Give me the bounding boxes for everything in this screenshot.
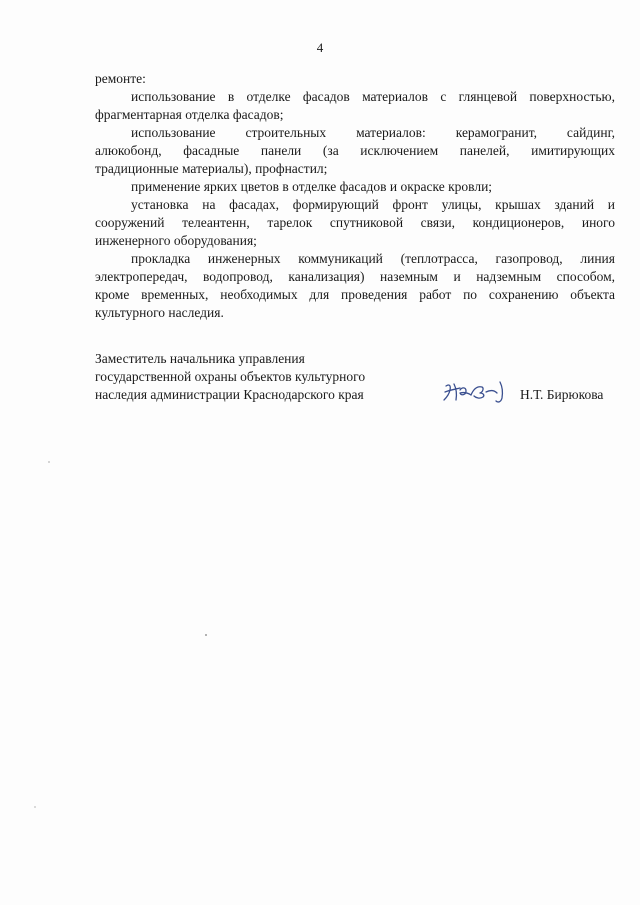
scan-speck xyxy=(34,806,36,808)
position-line: наследия администрации Краснодарского края xyxy=(95,387,364,402)
body-line: прокладка инженерных коммуникаций (теплотрасса, газопровод, линия xyxy=(131,251,615,266)
signer-name: Н.Т. Бирюкова xyxy=(520,387,604,402)
body-line: установка на фасадах, формирующий фронт улицы, крышах зданий и xyxy=(131,197,615,212)
scan-speck xyxy=(48,461,50,463)
body-line: ремонте: xyxy=(95,71,146,86)
body-line: алюкобонд, фасадные панели (за исключением панелей, имитирующих xyxy=(95,143,615,158)
body-line: культурного наследия. xyxy=(95,305,224,320)
body-line: использование строительных материалов: керамогранит, сайдинг, xyxy=(131,125,615,140)
position-line: государственной охраны объектов культурного xyxy=(95,369,366,384)
handwritten-signature xyxy=(440,376,512,406)
body-line: фрагментарная отделка фасадов; xyxy=(95,107,284,122)
scan-speck xyxy=(205,634,207,636)
signatory-position xyxy=(95,350,395,404)
body-line: применение ярких цветов в отделке фасадов и окраске кровли; xyxy=(131,179,493,194)
body-line: кроме временных, необходимых для проведения работ по сохранению объекта xyxy=(95,287,615,302)
document-body xyxy=(95,70,615,322)
body-line: сооружений телеантенн, тарелок спутниковой связи, кондиционеров, иного xyxy=(95,215,615,230)
body-line: инженерного оборудования; xyxy=(95,233,257,248)
position-line: Заместитель начальника управления xyxy=(95,351,305,366)
body-line: использование в отделке фасадов материалов с глянцевой поверхностью, xyxy=(131,89,615,104)
body-line: традиционные материалы), профнастил; xyxy=(95,161,328,176)
page-number: 4 xyxy=(316,40,324,55)
body-line: электропередач, водопровод, канализация) наземным и надземным способом, xyxy=(95,269,615,284)
